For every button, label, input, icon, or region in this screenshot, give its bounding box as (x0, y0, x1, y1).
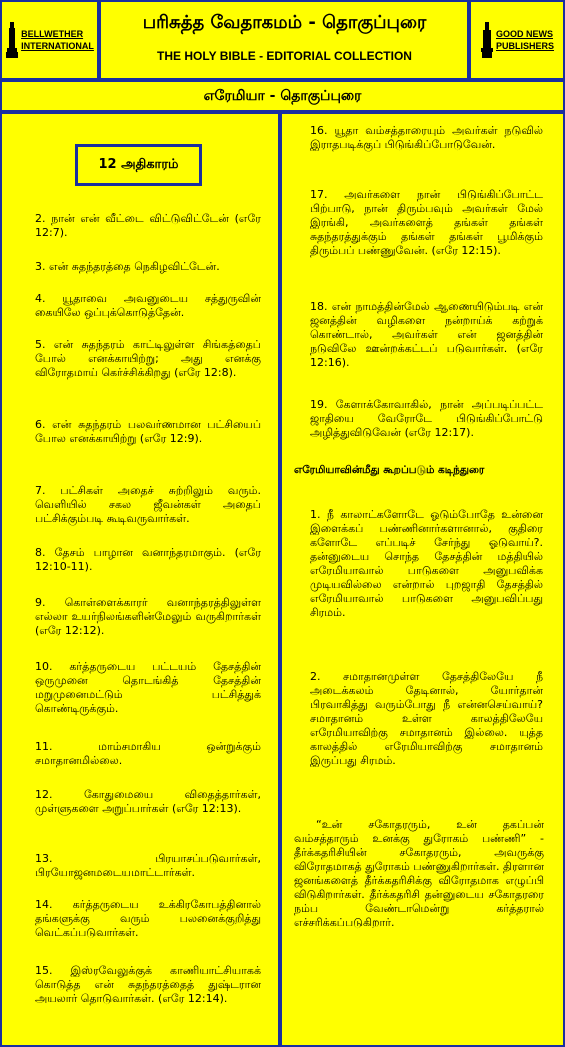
logo-right-line2: PUBLISHERS (495, 41, 554, 51)
list-item: 12. கோதுமையை விதைத்தார்கள், முள்ளுகளை அறுப்பார்கள் (எரே 12:13). (35, 788, 261, 815)
bellwether-logo (2, 2, 101, 78)
list-item: 5. என் சுதந்தரம் காட்டிலுள்ள சிங்கத்தைப் போல் எனக்காயிற்று; அது எனக்கு விரோதமாய் கெர்ச்சிக்கிறது (எரே 12:8). (35, 338, 261, 379)
goodnews-logo (467, 2, 563, 78)
list-item: 9. கொள்ளைக்காரர் வனாந்தரத்திலுள்ள எல்லா உயர்நிலங்களின்மேலும் வருகிறார்கள் (எரே 12:12). (35, 596, 261, 637)
list-item: 1. நீ காலாட்களோடே ஓடும்போதே உன்னை இளைக்கப் பண்ணினார்களானால், குதிரை களோடே எப்படிச் சேர்ந்து ஓடுவாய்?. தன்னுடைய சொந்த தேசத்தின் மத்தியில் எரேமியாவால் பாடுகளை அனுபவிக்க முடியவில்லை என்றால் புறஜாதி தேசத்தில் எரேமியாவால் பாடுகளை அனுபவிப்பது சிரமம். (310, 508, 543, 619)
list-item: 7. பட்சிகள் அதைச் சுற்றிலும் வரும். வெளியில் சகல ஜீவன்கள் அதைப் பட்சிக்கும்படி கூடிவருவார்கள். (35, 484, 261, 525)
list-item: 6. என் சுதந்தரம் பலவர்ணமான பட்சியைப் போல எனக்காயிற்று (எரே 12:9). (35, 418, 261, 445)
list-item: 2. சமாதானமுள்ள தேசத்திலேயே நீ அடைக்கலம் தேடினால், யோர்தான் பிரவாகித்து வரும்போது நீ என்னசெய்வாய்? சமாதானம் உள்ள காலத்திலேயே எரேமியாவிற்கு சமாதானம் இல்லை. யுத்த காலத்தில் எரேமியாவிற்கு சமாதானம் இருப்பது சிரமம். (310, 670, 543, 767)
list-item: 18. என் நாமத்தின்மேல் ஆணையிடும்படி என் ஜனத்தின் வழிகளை நன்றாய்க் கற்றுக் கொண்டால், அவர்கள் என் ஜனத்தின் நடுவிலே ஊன்றக்கட்டப் படுவார்கள். (எரே 12:16). (310, 300, 543, 369)
list-item: 14. கர்த்தருடைய உக்கிரகோபத்தினால் தங்களுக்கு வரும் பலனைக்குறித்து வெட்கப்படுவார்கள். (35, 898, 261, 939)
list-item: 4. யூதாவை அவனுடைய சத்துருவின் கையிலே ஒப்புக்கொடுத்தேன். (35, 292, 261, 319)
list-item: 15. இஸ்ரவேலுக்குக் காணியாட்சியாகக் கொடுத்த என் சுதந்தரத்தைத் துஷ்டரான அயலார் தொடுவார்கள். (எரே 12:14). (35, 964, 261, 1005)
list-item: 10. கர்த்தருடைய பட்டயம் தேசத்தின் ஒருமுனை தொடங்கித் தேசத்தின் மறுமுனைமட்டும் பட்சித்துக் கொண்டிருக்கும். (35, 660, 261, 715)
title-tamil: பரிசுத்த வேதாகமம் - தொகுப்புரை (142, 12, 427, 33)
list-item: 19. கேளாக்கோவாகில், நான் அப்படிப்பட்ட ஜாதியை வேரோடே பிடுங்கிப்போட்டு அழித்துவிடுவேன் (எரே 12:17). (310, 398, 543, 439)
logo-left-line2: INTERNATIONAL (21, 41, 94, 51)
list-item: 2. நான் என் வீட்டை விட்டுவிட்டேன் (எரே 12:7). (35, 212, 261, 239)
section-title: எரேமியாவின்மீது கூறப்படும் கடிந்துரை (294, 464, 485, 476)
list-item: 16. யூதா வம்சத்தாரையும் அவர்கள் நடுவில் இராதபடிக்குப் பிடுங்கிப்போடுவேன். (310, 124, 543, 151)
logo-left-line1: BELLWETHER (21, 29, 84, 39)
logo-right-line1: GOOD NEWS (495, 29, 553, 39)
lamp-icon (480, 20, 494, 60)
list-item: 8. தேசம் பாழான வனாந்தரமாகும். (எரே 12:10-11). (35, 546, 261, 573)
title-box (101, 2, 468, 78)
closing-paragraph: “உன் சகோதரரும், உன் தகப்பன் வம்சத்தாரும் உனக்கு துரோகம் பண்ணி” - தீர்க்கதரிசியின் சகோதரரும், அவருக்கு விரோதமாகத் துரோகம் பண்ணுகிறார்கள். திரளான ஜனங்களைத் தீர்க்கதரிசிக்கு விரோதமாக எழுப்பி விடுகிறார்கள். தீர்க்கதரிசி தன்னுடைய சகோதரரை நம்ப வேண்டாமென்று கர்த்தரால் எச்சரிக்கப்படுகிறார். (294, 818, 544, 929)
list-item: 17. அவர்களை நான் பிடுங்கிப்போட்ட பிற்பாடு, நான் திரும்பவும் அவர்கள் மேல் இரங்கி, அவர்களைத் தங்கள் தங்கள் சுதந்தரத்துக்கும் தங்கள் தங்கள் பூமிக்கும் திரும்பப் பண்ணுவேன். (எரே 12:15). (310, 188, 543, 257)
list-item: 11. மாம்சமாகிய ஒன்றுக்கும் சமாதானமில்லை. (35, 740, 261, 767)
right-column (282, 114, 563, 1045)
chapter-heading: 12 அதிகாரம் (75, 144, 202, 186)
subtitle-bar: எரேமியா - தொகுப்புரை (2, 82, 563, 114)
list-item: 13. பிரயாசப்படுவார்கள், பிரயோஜனமடையமாட்டார்கள். (35, 852, 261, 879)
list-item: 3. என் சுதந்தரத்தை நெகிழவிட்டேன். (35, 260, 220, 273)
title-english: THE HOLY BIBLE - EDITORIAL COLLECTION (157, 49, 412, 63)
statue-icon (5, 20, 19, 60)
left-column (2, 114, 282, 1045)
header (2, 2, 563, 82)
